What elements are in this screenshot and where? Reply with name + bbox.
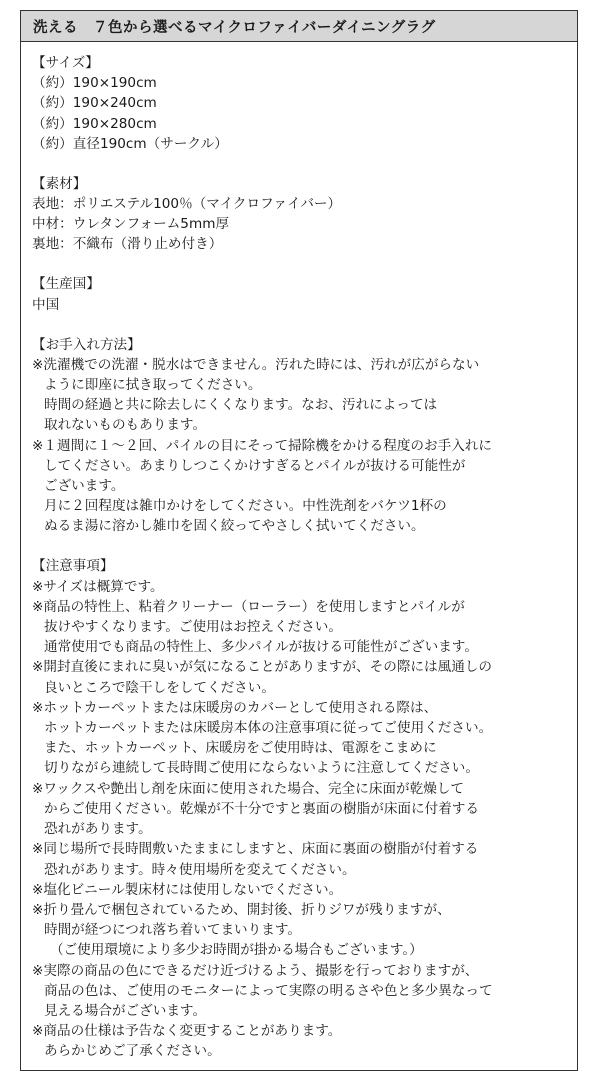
detail-line: 良いところで陰干しをしてください。: [44, 679, 275, 696]
section-heading: 【素材】: [32, 175, 87, 192]
section-heading: 【注意事項】: [32, 558, 114, 575]
detail-line: ように即座に拭き取ってください。: [44, 377, 262, 394]
detail-line: （約）190×190cm: [32, 75, 157, 92]
detail-line: ※１週間に１～２回、パイルの目にそって掃除機をかける程度のお手入れに: [32, 437, 492, 454]
detail-line: ※ワックスや艶出し剤を床面に使用された場合、完全に床面が乾燥して: [32, 780, 464, 797]
detail-line: ※商品の仕様は予告なく変更することがあります。: [32, 1023, 342, 1040]
detail-line: 商品の色は、ご使用のモニターによって実際の明るさや色と多少異なって: [44, 982, 493, 999]
detail-line: 中材：ウレタンフォーム5mm厚: [32, 216, 230, 233]
section-origin: [32, 274, 577, 314]
detail-line: （約）190×280cm: [32, 115, 157, 132]
detail-line: あらかじめご了承ください。: [44, 1043, 221, 1060]
detail-line: 取れないものもあります。: [44, 417, 207, 434]
detail-line: 切りながら連続して長時間ご使用にならないように注意してください。: [44, 760, 479, 777]
detail-line: ※サイズは概算です。: [32, 578, 164, 595]
section-notes: [32, 556, 577, 1061]
detail-line: 時間の経過と共に除去しにくくなります。なお、汚れによっては: [44, 397, 438, 414]
detail-line: ※商品の特性上、粘着クリーナー（ローラー）を使用しますとパイルが: [32, 598, 465, 615]
detail-line: （約）直径190cm（サークル）: [32, 135, 228, 152]
detail-line: ホットカーペットまたは床暖房本体の注意事項に従ってご使用ください。: [44, 720, 493, 737]
product-title: 洗える ７色から選べるマイクロファイバーダイニングラグ: [21, 11, 577, 42]
detail-line: 恐れがあります。時々使用場所を変えてください。: [44, 861, 356, 878]
detail-line: また、ホットカーペット、床暖房をご使用時は、電源をこまめに: [44, 740, 437, 757]
detail-line: からご使用ください。乾燥が不十分ですと裏面の樹脂が床面に付着する: [44, 800, 479, 817]
section-size: [32, 53, 577, 154]
detail-line: （約）190×240cm: [32, 95, 157, 112]
product-details: [21, 42, 577, 1062]
section-heading: 【お手入れ方法】: [32, 336, 141, 353]
detail-line: 中国: [32, 296, 60, 313]
section-heading: 【サイズ】: [32, 55, 99, 71]
detail-line: 通常使用でも商品の特性上、多少パイルが抜ける可能性がございます。: [44, 639, 478, 656]
section-heading: 【生産国】: [32, 276, 100, 293]
detail-line: 見える場合がございます。: [44, 1002, 207, 1019]
detail-line: 時間が経つにつれ落ち着いてまいります。: [44, 922, 301, 939]
section-care: [32, 335, 577, 537]
detail-line: 恐れがあります。: [44, 821, 152, 838]
detail-line: 裏地：不織布（滑り止め付き）: [32, 236, 223, 253]
detail-line: ※ホットカーペットまたは床暖房のカバーとして使用される際は、: [32, 699, 438, 716]
detail-line: ※同じ場所で長時間敷いたままにしますと、床面に裏面の樹脂が付着する: [32, 841, 479, 858]
detail-line: してください。あまりしつこくかけすぎるとパイルが抜ける可能性が: [44, 457, 466, 474]
detail-line: （ご使用環境により多少お時間が掛かる場合もございます。）: [50, 942, 423, 959]
product-info-table: [20, 10, 578, 1071]
section-material: [32, 174, 577, 255]
detail-line: 月に２回程度は雑巾かけをしてください。中性洗剤をバケツ1杯の: [44, 498, 447, 515]
detail-line: ※実際の商品の色にできるだけ近づけるよう、撮影を行っておりますが、: [32, 962, 479, 979]
detail-line: 表地：ポリエステル100％（マイクロファイバー）: [32, 196, 342, 213]
detail-line: 抜けやすくなります。ご使用はお控えください。: [44, 619, 342, 636]
detail-line: ※洗濯機での洗濯・脱水はできません。汚れた時には、汚れが広がらない: [32, 356, 480, 373]
detail-line: ※塩化ビニール製床材には使用しないでください。: [32, 881, 343, 898]
detail-line: ぬるま湯に溶かし雑巾を固く絞ってやさしく拭いてください。: [44, 518, 425, 535]
detail-line: ございます。: [44, 478, 125, 495]
detail-line: ※開封直後にまれに臭いが気になることがありますが、その際には風通しの: [32, 659, 492, 676]
detail-line: ※折り畳んで梱包されているため、開封後、折りジワが残りますが、: [32, 901, 451, 918]
